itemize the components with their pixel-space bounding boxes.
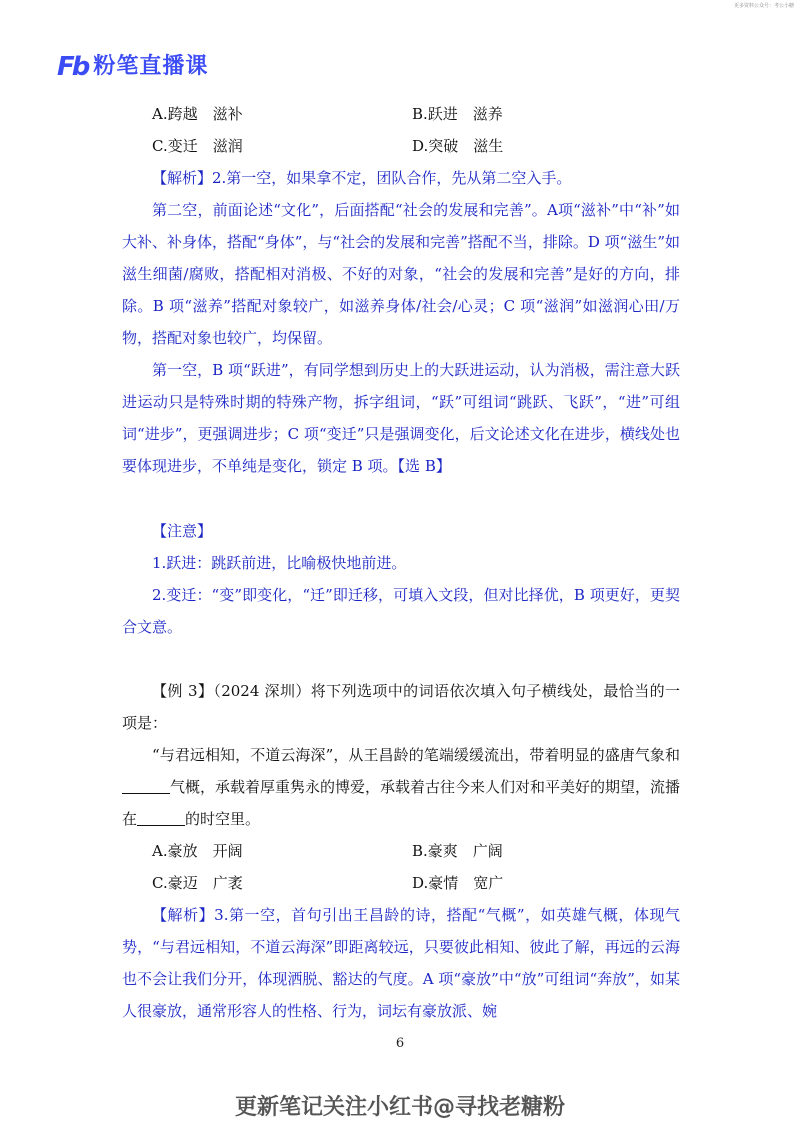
analysis-paragraph: 【解析】3.第一空，首句引出王昌龄的诗，搭配“气概”，如英雄气概，体现气势，“与君远相知，不道云海深”即距离较远，只要彼此相知、彼此了解，再远的云海也不会让我们分开，体现洒脱、豁达的气度。A 项“豪放”中“放”可组词“奔放”，如某人很豪放，通常形容人的性格、行为，词坛有豪放派、婉 (122, 906, 680, 1020)
analysis-paragraph: 第二空，前面论述“文化”，后面搭配“社会的发展和完善”。A项“滋补”中“补”如大补、补身体，搭配“身体”，与“社会的发展和完善”搭配不当，排除。D 项“滋生”如滋生细菌/腐败，搭配相对消极、不好的对象，“社会的发展和完善”是好的方向，排除。B 项“滋养”搭配对象较广，如滋养身体/社会/心灵；C 项“滋润”如滋润心田/万物，搭配对象也较广，均保留。 (122, 201, 680, 347)
option-d: D.豪情 宽广 (412, 874, 504, 892)
option-row (122, 835, 680, 867)
footer-watermark: 更新笔记关注小红书@寻找老糖粉 (234, 1095, 565, 1120)
brand-logo (57, 54, 208, 80)
option-row (122, 867, 680, 899)
fill-blank (122, 775, 170, 794)
option-c: C.变迁 滋润 (152, 137, 243, 155)
option-a: A.豪放 开阔 (152, 842, 243, 860)
passage-part: “与君远相知，不道云海深”，从王昌龄的笔端缓缓流出，带着明显的盛唐气象和 (152, 746, 680, 764)
option-row (122, 98, 680, 130)
logo-text: 粉笔直播课 (93, 54, 209, 79)
top-note: 更多资料公众号：考公小糖 (733, 3, 794, 9)
fill-blank (137, 807, 185, 826)
analysis-intro: 【解析】2.第一空，如果拿不定，团队合作，先从第二空入手。 (152, 169, 572, 187)
option-b: B.跃进 滋养 (412, 105, 503, 123)
passage-part: 气概，承载着厚重隽永的博爱，承载着古往今来人们对和平美好的期望，流播在 (122, 778, 681, 828)
passage-part: 的时空里。 (185, 810, 261, 828)
option-a: A.跨越 滋补 (152, 105, 243, 123)
logo-mark: Fb (57, 52, 88, 82)
option-row (122, 130, 680, 162)
note-item: 1.跃进：跳跃前进，比喻极快地前进。 (152, 554, 407, 572)
question-intro: 【例 3】（2024 深圳）将下列选项中的词语依次填入句子横线处，最恰当的一项是： (122, 682, 680, 732)
option-b: B.豪爽 广阔 (412, 842, 503, 860)
question-passage (122, 739, 680, 835)
option-c: C.豪迈 广袤 (152, 874, 243, 892)
note-title: 【注意】 (152, 522, 213, 540)
page-number: 6 (395, 1036, 405, 1051)
note-item: 2.变迁：“变”即变化，“迁”即迁移，可填入文段，但对比择优，B 项更好，更契合文意。 (122, 586, 680, 636)
page-content (122, 98, 680, 1027)
analysis-paragraph: 第一空，B 项“跃进”，有同学想到历史上的大跃进运动，认为消极，需注意大跃进运动只是特殊时期的特殊产物，拆字组词，“跃”可组词“跳跃、飞跃”，“进”可组词“进步”，更强调进步；C 项“变迁”只是强调变化，后文论述文化在进步，横线处也要体现进步，不单纯是变化，锁定 B 项。【选 B】 (122, 361, 680, 475)
option-d: D.突破 滋生 (412, 137, 504, 155)
